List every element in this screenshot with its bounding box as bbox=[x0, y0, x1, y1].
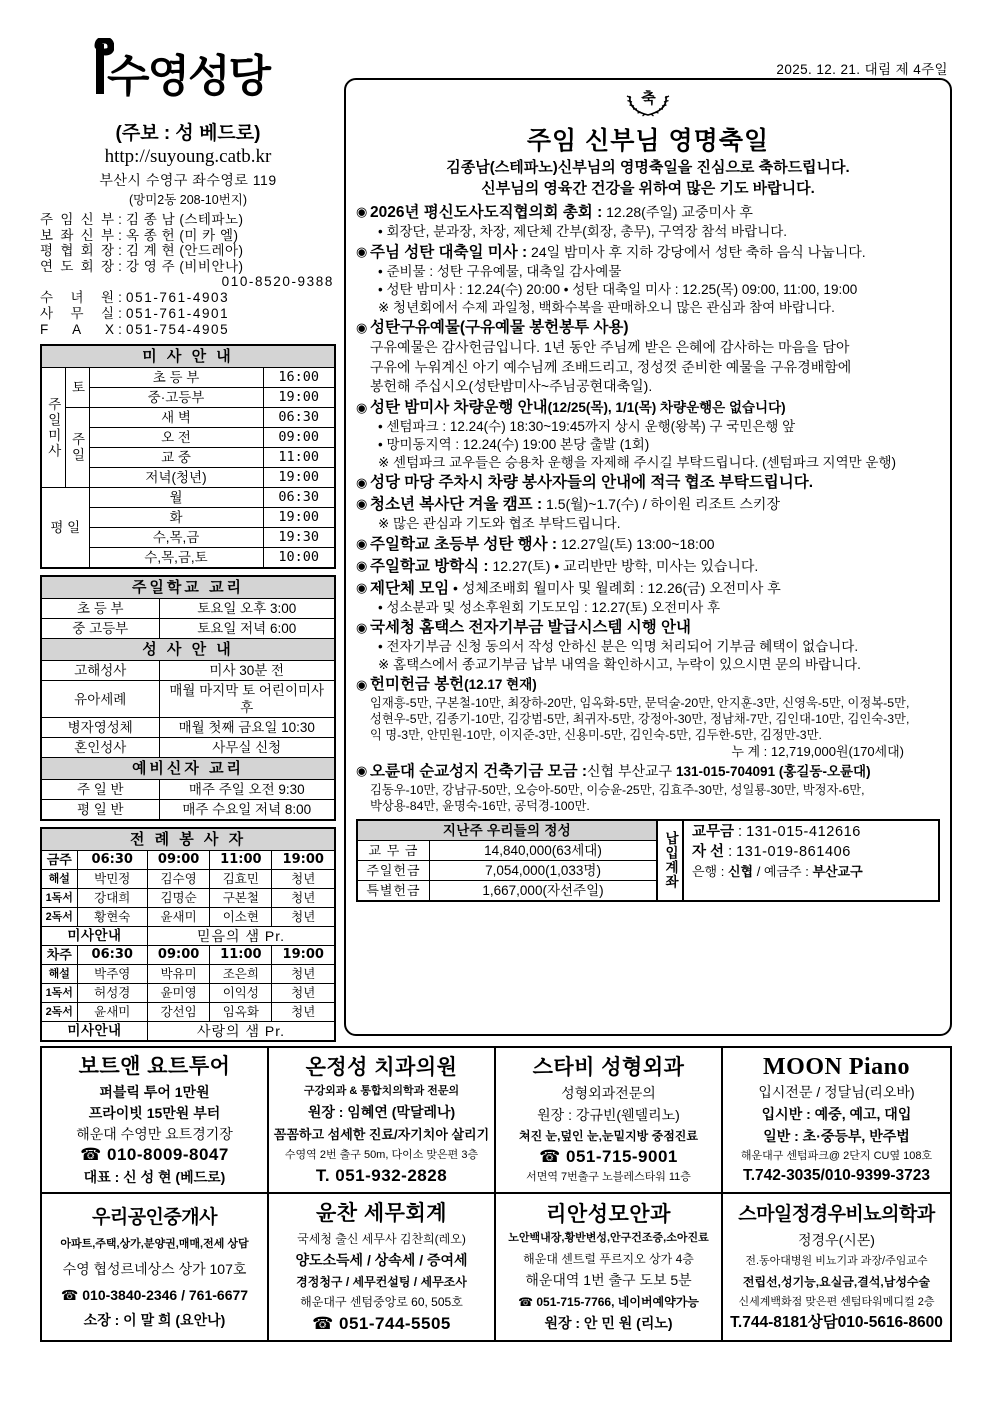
ad-line: 수영 협성르네상스 상가 107호 bbox=[62, 1260, 247, 1277]
ad-line: 원장 : 임혜연 (막달레나) bbox=[307, 1104, 456, 1121]
ad-line: 양도소득세 / 상속세 / 증여세 bbox=[295, 1252, 468, 1269]
ad-yunchan-tax[interactable] bbox=[269, 1194, 496, 1340]
volunteer-name: 청년 bbox=[272, 908, 335, 927]
row-key: 혼인성사 bbox=[41, 738, 159, 758]
oryundae-fund-item bbox=[356, 761, 940, 814]
account-key: 자 선 bbox=[692, 843, 725, 860]
week-label: 금주 bbox=[41, 851, 77, 870]
announcements-panel bbox=[344, 78, 952, 1036]
row-value: 토요일 오후 3:00 bbox=[159, 599, 335, 619]
volunteer-name: 박유미 bbox=[147, 965, 209, 984]
time-header: 11:00 bbox=[210, 946, 272, 965]
announcement-sub: • 성탄 밤미사 : 12.24(수) 20:00 • 성탄 대축일 미사 : 12.25(목) 09:00, 11:00, 19:00 bbox=[378, 282, 858, 297]
announcement-item bbox=[356, 318, 940, 397]
mass-time: 16:00 bbox=[263, 368, 335, 388]
row-key: 평 일 반 bbox=[41, 800, 159, 821]
role-label: 2독서 bbox=[41, 1003, 77, 1022]
table-row bbox=[358, 881, 656, 900]
table-row bbox=[41, 1022, 335, 1042]
bank-mid: / 예금주 : bbox=[753, 863, 813, 879]
ad-phone: ☎ 051-715-9001 bbox=[539, 1147, 678, 1166]
masthead bbox=[40, 40, 336, 208]
mass-time: 11:00 bbox=[263, 448, 335, 468]
offering-key: 교 무 금 bbox=[358, 841, 430, 860]
sunday-school-title: 주일학교 교리 bbox=[41, 576, 335, 599]
mass-time: 10:00 bbox=[263, 548, 335, 569]
row-value: 미사 30분 전 bbox=[159, 661, 335, 681]
role-label: 해설 bbox=[41, 965, 77, 984]
ad-line: 대표 : 신 성 현 (베드로) bbox=[83, 1168, 226, 1185]
announcement-sub: ※ 청년회에서 수제 과일청, 백화수복을 판매하오니 많은 관심과 참여 바랍니다. bbox=[378, 300, 835, 315]
feast-sub-2: 신부님의 영육간 건강을 위하여 많은 기도 바랍니다. bbox=[481, 180, 815, 197]
table-row bbox=[41, 965, 335, 984]
feast-header bbox=[356, 86, 940, 199]
announcement-head-detail: • 성체조배회 월미사 및 월례회 : 12.26(금) 오전미사 후 bbox=[449, 579, 781, 596]
volunteer-name: 박주영 bbox=[77, 965, 147, 984]
ad-title: 우리공인중개사 bbox=[92, 1206, 217, 1228]
bullet-icon: ◉ bbox=[356, 676, 368, 692]
announcement-head: 성탄 밤미사 차량운행 안내 bbox=[370, 398, 548, 416]
deposit-account-label: 납입계좌 bbox=[658, 821, 684, 900]
mass-name: 중·고등부 bbox=[89, 388, 263, 408]
ad-line: 수영역 2번 출구 50m, 다이소 맞은편 3층 bbox=[284, 1148, 479, 1161]
ad-woori-realestate[interactable] bbox=[42, 1194, 269, 1340]
church-logo bbox=[40, 40, 336, 118]
announcement-head-detail: 1.5(월)~1.7(수) / 하이원 리조트 스키장 bbox=[542, 495, 780, 512]
ad-line: 신세계백화점 맞은편 센텀타워메디컬 2층 bbox=[738, 1295, 935, 1308]
staff-value: 옥 종 헌 (미 카 엘) bbox=[126, 227, 239, 243]
role-label: 해설 bbox=[41, 870, 77, 889]
announcement-item bbox=[356, 556, 940, 577]
bullet-icon: ◉ bbox=[356, 204, 368, 219]
announcement-head: 주일학교 초등부 성탄 행사 : bbox=[370, 535, 558, 553]
mass-schedule-title: 미 사 안 내 bbox=[41, 345, 335, 368]
ad-phone: ☎ 010-8009-8047 bbox=[80, 1145, 229, 1165]
mass-name: 초 등 부 bbox=[89, 368, 263, 388]
ad-phone: ☎ 051-715-7766, 네이버예약가능 bbox=[518, 1294, 699, 1309]
saturday-label: 토 bbox=[65, 368, 89, 408]
ad-line: 원장 : 강규빈(웬델리노) bbox=[537, 1107, 680, 1123]
table-row bbox=[41, 870, 335, 889]
table-row bbox=[41, 908, 335, 927]
bullet-icon: ◉ bbox=[356, 762, 368, 778]
offering-left bbox=[358, 821, 658, 900]
table-row bbox=[41, 1003, 335, 1022]
bullet-icon: ◉ bbox=[356, 535, 368, 551]
announcement-paragraph: 봉헌해 주십시오(성탄밤미사~주님공현대축일). bbox=[370, 378, 653, 394]
volunteer-name: 윤새미 bbox=[77, 1003, 147, 1022]
laurel-wreath-icon bbox=[622, 86, 674, 118]
ad-line: 정경우(시몬) bbox=[798, 1232, 875, 1249]
tel-value: 051-761-4903 bbox=[126, 290, 230, 305]
sunday-label: 주일 bbox=[65, 408, 89, 488]
mass-time: 06:30 bbox=[263, 488, 335, 508]
time-header: 09:00 bbox=[147, 946, 209, 965]
table-row bbox=[41, 984, 335, 1003]
ad-onjeongseong-dental[interactable] bbox=[269, 1048, 496, 1194]
announcement-item bbox=[356, 473, 940, 493]
volunteer-name: 김수영 bbox=[147, 870, 209, 889]
staff-row: 보 좌 신 부 : 옥 종 헌 (미 카 엘) bbox=[40, 227, 239, 243]
ad-line: 소장 : 이 말 희 (요안나) bbox=[83, 1312, 226, 1329]
mass-time: 19:00 bbox=[263, 468, 335, 488]
bullet-icon: ◉ bbox=[356, 579, 368, 595]
ad-line: 해운대 센트럴 푸르지오 상가 4층 bbox=[523, 1251, 694, 1266]
tel-value: 051-761-4901 bbox=[126, 306, 230, 321]
announcement-list bbox=[356, 202, 940, 814]
svg-text:축: 축 bbox=[641, 89, 655, 107]
bullet-icon: ◉ bbox=[356, 495, 368, 511]
bullet-icon: ◉ bbox=[356, 399, 368, 415]
donor-names: 성현우-5만, 김종기-10만, 김강범-5만, 최귀자-5만, 강정아-30만, 정남채-7만, 김인대-10만, 김인숙-3만, bbox=[370, 711, 910, 726]
ad-line: 전.동아대병원 비뇨기과 과장/주임교수 bbox=[745, 1255, 928, 1268]
account-key: 교무금 bbox=[692, 823, 735, 840]
role-label: 2독서 bbox=[41, 908, 77, 927]
rice-offering-head: 헌미헌금 봉헌 bbox=[370, 675, 465, 693]
volunteer-name: 임옥화 bbox=[210, 1003, 272, 1022]
ad-line: 쳐진 눈,덮인 눈,눈밑지방 중점진료 bbox=[519, 1129, 698, 1143]
ad-line: 해운대구 센텀파크@ 2단지 CU옆 108호 bbox=[740, 1149, 933, 1162]
volunteer-name: 청년 bbox=[272, 889, 335, 908]
volunteer-name: 이소현 bbox=[210, 908, 272, 927]
donor-names: 익 명-3만, 안민원-10만, 이지준-3만, 신용미-5만, 김인숙-5만, 김두한-5만, 김정만-3만. bbox=[370, 727, 822, 742]
announcement-sub: • 준비물 : 성탄 구유예물, 대축일 감사예물 bbox=[378, 264, 622, 279]
mass-name: 수,목,금 bbox=[89, 528, 263, 548]
wreath-icon bbox=[356, 86, 940, 122]
table-row bbox=[41, 889, 335, 908]
offering-key: 특별헌금 bbox=[358, 881, 430, 900]
announcement-item bbox=[356, 618, 940, 674]
rice-offering-total: 누 계 : 12,719,000원(170세대) bbox=[731, 743, 904, 759]
volunteer-name: 강대희 bbox=[77, 889, 147, 908]
ad-line: 원장 : 안 민 원 (리노) bbox=[544, 1315, 673, 1332]
announcement-head: 제단체 모임 bbox=[370, 579, 450, 597]
mass-time: 19:00 bbox=[263, 508, 335, 528]
announce-label: 미사안내 bbox=[41, 1022, 147, 1042]
ad-line: 일반 : 초·중등부, 반주법 bbox=[763, 1127, 910, 1144]
role-label: 1독서 bbox=[41, 984, 77, 1003]
volunteer-name: 김효민 bbox=[210, 870, 272, 889]
ad-line: 입시반 : 예중, 예고, 대입 bbox=[761, 1106, 912, 1123]
announcement-sub: ※ 홈택스에서 종교기부금 납부 내역을 확인하시고, 누락이 있으시면 문의 바랍니다. bbox=[378, 656, 861, 672]
ad-line: 해운대 수영만 요트경기장 bbox=[76, 1126, 233, 1143]
ad-smile-urology[interactable] bbox=[723, 1194, 950, 1340]
announce-label: 미사안내 bbox=[41, 927, 147, 946]
logo-text: 수영성당 bbox=[106, 51, 269, 102]
announcement-sub: • 망미동지역 : 12.24(수) 19:00 본당 출발 (1회) bbox=[378, 436, 650, 452]
time-header: 19:00 bbox=[272, 946, 335, 965]
announcement-item bbox=[356, 494, 940, 533]
mass-name: 오 전 bbox=[89, 428, 263, 448]
mass-name: 새 벽 bbox=[89, 408, 263, 428]
ad-title: 스타비 성형외과 bbox=[532, 1056, 685, 1079]
staff-row: 평 협 회 장 : 김 계 현 (안드레아) bbox=[40, 243, 244, 258]
ad-moon-piano[interactable] bbox=[723, 1048, 950, 1194]
announcement-sub: • 전자기부금 신청 동의서 작성 안하신 분은 익명 처리되어 기부금 혜택이 없습니다. bbox=[378, 638, 859, 654]
ad-phone: T.744-8181상담010-5616-8600 bbox=[730, 1314, 943, 1332]
address-line-2: (망미2동 208-10번지) bbox=[128, 193, 248, 207]
table-row bbox=[41, 927, 335, 946]
bullet-icon: ◉ bbox=[356, 557, 368, 573]
left-column bbox=[40, 40, 336, 1042]
offering-value: 1,667,000(자선주일) bbox=[482, 882, 604, 898]
row-value: 매주 주일 오전 9:30 bbox=[159, 780, 335, 800]
bullet-icon: ◉ bbox=[356, 474, 368, 490]
bulletin-subtitle: (주보 : 성 베드로) bbox=[115, 123, 261, 144]
mass-name: 교 중 bbox=[89, 448, 263, 468]
account-holder: 부산교구 bbox=[812, 863, 863, 879]
offering-title: 지난주 우리들의 정성 bbox=[358, 821, 656, 841]
mass-time: 09:00 bbox=[263, 428, 335, 448]
address-line-1: 부산시 수영구 좌수영로 119 bbox=[99, 172, 277, 188]
row-value: 매월 첫째 금요일 10:30 bbox=[159, 718, 335, 738]
bank-prefix: 은행 : bbox=[692, 863, 728, 879]
announcement-sub: ※ 센텀파크 교우들은 승용차 운행을 자제해 주시길 부탁드립니다. (센텀파크 지역만 운행) bbox=[378, 454, 896, 470]
mass-time: 19:00 bbox=[263, 388, 335, 408]
announcement-head: 성탄구유예물(구유예물 봉헌봉투 사용) bbox=[370, 319, 629, 336]
catechumen-title: 예비신자 교리 bbox=[41, 758, 335, 780]
ad-line: 꼼꼼하고 섬세한 진료/자기치아 살리기 bbox=[273, 1126, 490, 1142]
feast-sub-1: 김종남(스테파노)신부님의 영명축일을 진심으로 축하드립니다. bbox=[446, 159, 850, 176]
donor-names: 김동우-10만, 강남규-50만, 오승아-50만, 이승윤-25만, 김효주-30만, 성일룡-30만, 박정자-6만, bbox=[370, 782, 865, 797]
ad-rian-sungmo-eye[interactable] bbox=[496, 1194, 723, 1340]
tel-row: 수 녀 원 : 051-761-4903 bbox=[40, 290, 230, 305]
ad-phone: ☎ 010-3840-2346 / 761-6677 bbox=[60, 1286, 249, 1303]
row-key: 주 일 반 bbox=[41, 780, 159, 800]
announcement-head: 청소년 복사단 겨울 캠프 : bbox=[370, 495, 543, 513]
ad-line: 해운대역 1번 출구 도보 5분 bbox=[525, 1272, 692, 1289]
staff-row: 주 임 신 부 : 김 종 남 (스테파노) bbox=[40, 212, 244, 227]
oryundae-account-suffix: (홍길동-오륜대) bbox=[775, 763, 871, 779]
cross-icon bbox=[88, 38, 114, 94]
announcement-head-detail: 12.27(토) • 교리반만 방학, 미사는 있습니다. bbox=[488, 557, 759, 574]
announcement-head-note: (12/25(목), 1/1(목) 차량운행은 없습니다) bbox=[547, 399, 786, 415]
volunteer-name: 강선임 bbox=[147, 1003, 209, 1022]
volunteer-name: 김명순 bbox=[147, 889, 209, 908]
weekday-label: 평 일 bbox=[41, 488, 89, 569]
ad-line: 퍼블릭 투어 1만원 bbox=[99, 1083, 210, 1100]
mass-name: 수,목,금,토 bbox=[89, 548, 263, 569]
volunteer-name: 구본철 bbox=[210, 889, 272, 908]
volunteer-name: 이익성 bbox=[210, 984, 272, 1003]
row-value: 매월 마지막 토 어린이미사 후 bbox=[159, 681, 335, 718]
account-row: 교무금 : 131-015-412616 bbox=[692, 823, 861, 840]
mass-name: 월 bbox=[89, 488, 263, 508]
announcement-head: 2026년 평신도사도직협의회 총회 : bbox=[370, 204, 603, 221]
mass-time: 06:30 bbox=[263, 408, 335, 428]
ad-line: 서면역 7번출구 노블레스타워 11층 bbox=[526, 1171, 691, 1183]
ad-title: 보트앤 요트투어 bbox=[78, 1055, 231, 1079]
announcement-sub: • 센텀파크 : 12.24(수) 18:30~19:45까지 상시 운행(왕복) 구 국민은행 앞 bbox=[378, 418, 796, 434]
ad-line: 해운대구 센텀중앙로 60, 505호 bbox=[300, 1295, 463, 1310]
next-week-praesidium: 사랑의 샘 Pr. bbox=[147, 1022, 335, 1042]
bullet-icon: ◉ bbox=[356, 320, 368, 335]
announcement-head: 국세청 홈택스 전자기부금 발급시스템 시행 안내 bbox=[370, 618, 691, 636]
feast-title: 주임 신부님 영명축일 bbox=[526, 127, 770, 155]
mass-name: 저녁(청년) bbox=[89, 468, 263, 488]
offering-summary-table bbox=[356, 819, 940, 902]
bank-name: 신협 bbox=[727, 863, 754, 879]
table-row bbox=[358, 841, 656, 861]
bank-row bbox=[692, 862, 934, 881]
advertisement-grid bbox=[40, 1046, 952, 1342]
row-value: 매주 수요일 저녁 8:00 bbox=[159, 800, 335, 821]
ad-line: 아파트,주택,상가,분양권,매매,전세 상담 bbox=[60, 1238, 249, 1251]
ad-line: 전립선,성기능,요실금,결석,남성수술 bbox=[742, 1274, 931, 1289]
ad-phone: ☎ 051-744-5505 bbox=[312, 1313, 451, 1333]
ad-title: 리안성모안과 bbox=[546, 1202, 671, 1226]
ad-line: 경정청구 / 세무컨설팅 / 세무조사 bbox=[296, 1274, 467, 1289]
offering-value: 14,840,000(63세대) bbox=[484, 842, 602, 858]
announcement-sub: • 회장단, 분과장, 차장, 제단체 간부(회장, 총무), 구역장 참석 바랍니다. bbox=[378, 224, 788, 239]
this-week-praesidium: 믿음의 샘 Pr. bbox=[147, 927, 335, 946]
row-key: 중 고등부 bbox=[41, 619, 159, 639]
ad-title: 윤찬 세무회계 bbox=[315, 1202, 448, 1226]
account-number: 131-019-861406 bbox=[736, 843, 851, 860]
row-key: 고해성사 bbox=[41, 661, 159, 681]
volunteer-name: 황현숙 bbox=[77, 908, 147, 927]
announcement-paragraph: 구유예물은 감사헌금입니다. 1년 동안 주님께 받은 은혜에 감사하는 마음을 담아 bbox=[370, 339, 850, 355]
ad-boat-yacht-tour[interactable] bbox=[42, 1048, 269, 1194]
oryundae-bank: 신협 부산교구 bbox=[587, 762, 676, 779]
announcement-head: 주일학교 방학식 : bbox=[370, 557, 489, 575]
volunteer-name: 청년 bbox=[272, 984, 335, 1003]
account-row: 자 선 : 131-019-861406 bbox=[692, 843, 851, 860]
staff-value: 강 영 주 (비비안나) bbox=[126, 258, 244, 274]
announcement-item bbox=[356, 202, 940, 241]
ad-title: 스마일정경우비뇨의학과 bbox=[738, 1203, 935, 1225]
ad-phone: T. 051-932-2828 bbox=[315, 1165, 448, 1185]
staff-list bbox=[40, 212, 336, 338]
ad-title: 온정성 치과의원 bbox=[305, 1056, 458, 1080]
donor-names: 임재흥-5만, 구본철-10만, 최장하-20만, 임옥화-5만, 문덕술-20만, 안지훈-3만, 신영욱-5만, 이정복-5만, bbox=[370, 695, 910, 710]
announcement-sub: ※ 많은 관심과 기도와 협조 부탁드립니다. bbox=[378, 515, 621, 531]
ad-title: MOON Piano bbox=[763, 1053, 910, 1080]
ad-line: 구강외과 & 통합치의학과 전문의 bbox=[303, 1085, 460, 1098]
time-header: 06:30 bbox=[77, 946, 147, 965]
row-value: 토요일 저녁 6:00 bbox=[159, 619, 335, 639]
ad-line: 프라이빗 15만원 부터 bbox=[88, 1104, 221, 1121]
offering-key: 주일헌금 bbox=[358, 861, 430, 880]
ad-line: 입시전문 / 정달님(리오바) bbox=[758, 1084, 915, 1101]
staff-row: 연 도 회 장 : 강 영 주 (비비안나) bbox=[40, 258, 244, 274]
offering-value: 7,054,000(1,033명) bbox=[485, 862, 601, 878]
sacrament-title: 성 사 안 내 bbox=[41, 639, 335, 661]
tel-value: 051-754-4905 bbox=[126, 322, 230, 337]
ad-line: 성형외과전문의 bbox=[561, 1085, 656, 1101]
rice-offering-item bbox=[356, 675, 940, 760]
announcement-head-detail: 12.28(주일) 교중미사 후 bbox=[602, 204, 753, 220]
church-website[interactable]: http://suyoung.catb.kr bbox=[104, 146, 272, 167]
rice-offering-date: (12.17 현재) bbox=[464, 676, 537, 692]
volunteer-name: 청년 bbox=[272, 870, 335, 889]
row-key: 유아세례 bbox=[41, 681, 159, 718]
bullet-icon: ◉ bbox=[356, 244, 368, 259]
announcement-item bbox=[356, 578, 940, 617]
ad-line: 국세청 출신 세무사 김찬희(레오) bbox=[297, 1231, 466, 1246]
announcement-head-detail: 12.27일(토) 13:00~18:00 bbox=[557, 535, 715, 552]
week-label: 차주 bbox=[41, 946, 77, 965]
tel-row: 사 무 실 : 051-761-4901 bbox=[40, 306, 230, 321]
sunday-mass-group-label: 주일미사 bbox=[41, 368, 65, 488]
donor-names: 박상용-84만, 윤명숙-16만, 공덕경-100만. bbox=[370, 798, 590, 813]
oryundae-account: 131-015-704091 bbox=[675, 763, 776, 779]
ad-starbi-plastic-surgery[interactable] bbox=[496, 1048, 723, 1194]
staff-value: 김 종 남 (스테파노) bbox=[126, 212, 244, 227]
mobile-number: 010-8520-9388 bbox=[221, 274, 334, 289]
oryundae-head: 오륜대 순교성지 건축기금 모금 : bbox=[370, 762, 588, 780]
liturgy-volunteers-table bbox=[40, 827, 336, 1042]
announcement-head-detail: 24일 밤미사 후 지하 강당에서 성탄 축하 음식 나눕니다. bbox=[527, 244, 866, 260]
mass-schedule-table bbox=[40, 344, 336, 569]
role-label: 1독서 bbox=[41, 889, 77, 908]
bulletin-date: 2025. 12. 21. 대림 제 4주일 bbox=[776, 62, 948, 77]
deposit-accounts bbox=[684, 821, 938, 900]
volunteer-name: 조은희 bbox=[210, 965, 272, 984]
announcement-item bbox=[356, 242, 940, 317]
sunday-school-table bbox=[40, 575, 336, 821]
staff-value: 김 계 현 (안드레아) bbox=[126, 243, 244, 258]
announcement-sub: • 성소분과 및 성소후원회 기도모임 : 12.27(토) 오전미사 후 bbox=[378, 599, 721, 615]
announcement-paragraph: 구유에 누워계신 아기 예수님께 조배드리고, 정성껏 준비한 예물을 구유경배함에 bbox=[370, 358, 852, 375]
account-number: 131-015-412616 bbox=[746, 823, 861, 840]
announcement-item bbox=[356, 534, 940, 555]
time-header: 09:00 bbox=[147, 851, 209, 870]
row-key: 초 등 부 bbox=[41, 599, 159, 619]
bullet-icon: ◉ bbox=[356, 619, 368, 635]
volunteer-name: 윤새미 bbox=[147, 908, 209, 927]
ad-phone: T.742-3035/010-9399-3723 bbox=[742, 1167, 930, 1185]
volunteer-name: 박민정 bbox=[77, 870, 147, 889]
volunteer-name: 청년 bbox=[272, 1003, 335, 1022]
announcement-item bbox=[356, 398, 940, 472]
table-row bbox=[358, 861, 656, 881]
ad-line: 노안백내장,황반변성,안구건조증,소아진료 bbox=[508, 1232, 709, 1245]
row-key: 병자영성체 bbox=[41, 718, 159, 738]
liturgy-volunteers-title: 전 례 봉 사 자 bbox=[41, 828, 335, 851]
mass-time: 19:30 bbox=[263, 528, 335, 548]
time-header: 11:00 bbox=[210, 851, 272, 870]
time-header: 06:30 bbox=[77, 851, 147, 870]
volunteer-name: 청년 bbox=[272, 965, 335, 984]
volunteer-name: 윤미영 bbox=[147, 984, 209, 1003]
announcement-head: 주님 성탄 대축일 미사 : bbox=[370, 244, 528, 261]
mass-name: 화 bbox=[89, 508, 263, 528]
volunteer-name: 허성경 bbox=[77, 984, 147, 1003]
tel-row: F A X : 051-754-4905 bbox=[40, 322, 230, 337]
row-value: 사무실 신청 bbox=[159, 738, 335, 758]
time-header: 19:00 bbox=[272, 851, 335, 870]
announcement-head: 성당 마당 주차시 차량 봉사자들의 안내에 적극 협조 부탁드립니다. bbox=[370, 473, 814, 491]
